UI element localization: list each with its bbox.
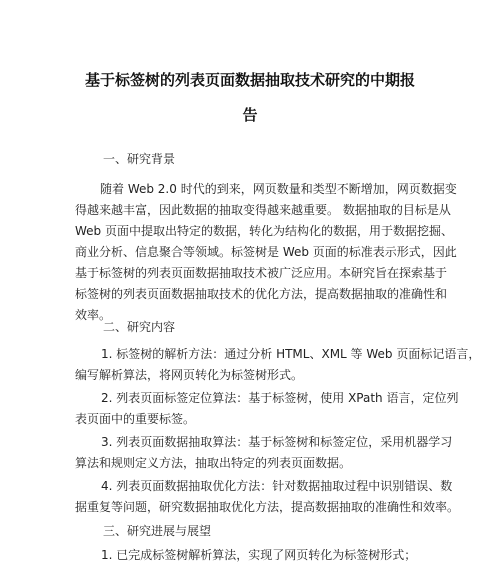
document-title-line-2: 告: [242, 106, 258, 124]
section-heading-background: 一、研究背景: [103, 152, 176, 166]
paragraph-line: 编写解析算法，将网页转化为标签树形式。: [75, 368, 304, 382]
paragraph-line: 据重复等问题，研究数据抽取优化方法，提高数据抽取的准确性和效率。: [75, 500, 460, 514]
paragraph-line: 表页面中的重要标签。: [75, 412, 196, 426]
paragraph-line: 随着 Web 2.0 时代的到来，网页数量和类型不断增加，网页数据变: [100, 182, 457, 196]
document-title-line-1: 基于标签树的列表页面数据抽取技术研究的中期报: [84, 71, 415, 89]
paragraph-line: 商业分析、信息聚合等领域。标签树是 Web 页面的标准表示形式，因此: [75, 245, 457, 259]
paragraph-line: 效率。: [75, 308, 112, 322]
paragraph-line: 得越来越丰富，因此数据的抽取变得越来越重要。 数据抽取的目标是从: [75, 203, 451, 217]
paragraph-line: 算法和规则定义方法，抽取出特定的列表页面数据。: [75, 456, 352, 470]
paragraph-line: 1. 标签树的解析方法：通过分析 HTML、XML 等 Web 页面标记语言，: [101, 347, 481, 361]
paragraph-line: 标签树的列表页面数据抽取技术的优化方法，提高数据抽取的准确性和: [75, 287, 448, 301]
paragraph-line: 4. 列表页面数据抽取优化方法：针对数据抽取过程中识别错误、数: [101, 479, 453, 493]
paragraph-line: Web 页面中提取出特定的数据，转化为结构化的数据，用于数据挖掘、: [75, 224, 453, 238]
section-heading-progress: 三、研究进展与展望: [103, 524, 212, 538]
paragraph-line: 基于标签树的列表页面数据抽取技术被广泛应用。本研究旨在探索基于: [75, 266, 448, 280]
paragraph-line: 3. 列表页面数据抽取算法：基于标签树和标签定位，采用机器学习: [101, 435, 453, 449]
paragraph-line: 1. 已完成标签树解析算法，实现了网页转化为标签树形式；: [101, 548, 417, 562]
paragraph-line: 2. 列表页面标签定位算法：基于标签树，使用 XPath 语言，定位列: [101, 391, 459, 405]
section-heading-content: 二、研究内容: [103, 320, 176, 334]
